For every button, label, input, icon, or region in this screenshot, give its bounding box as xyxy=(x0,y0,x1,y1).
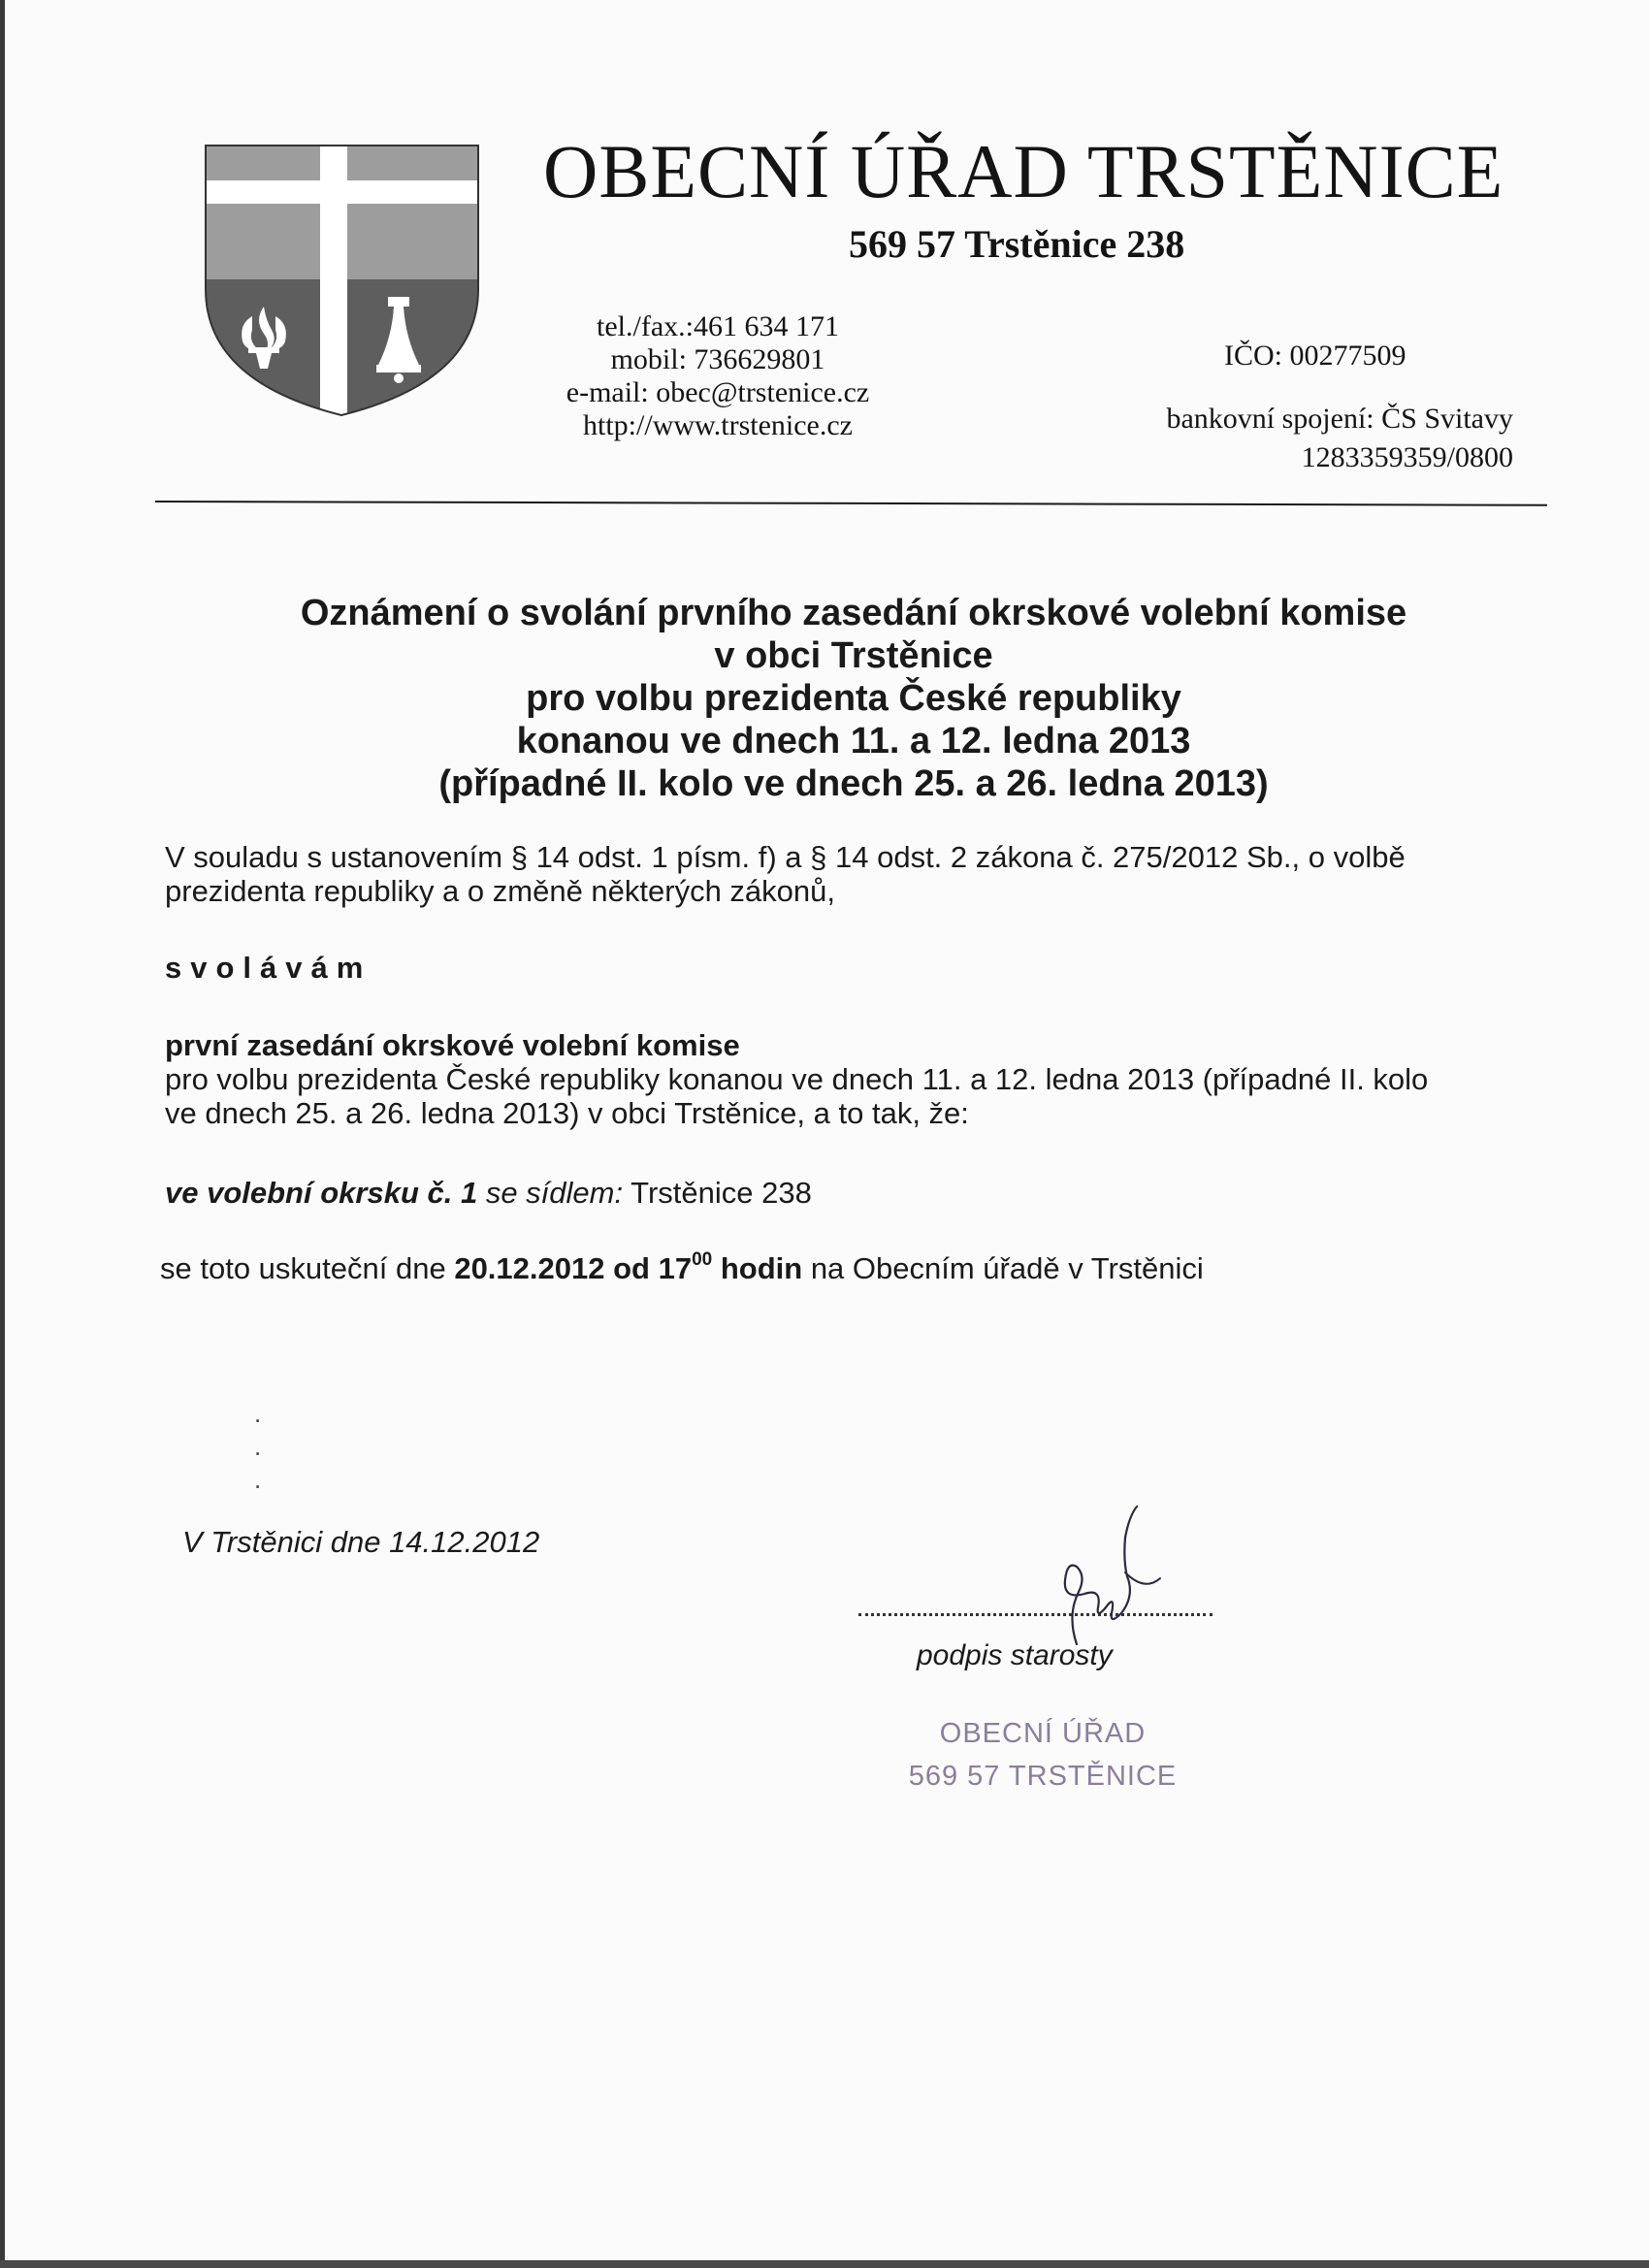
district-paragraph xyxy=(165,1176,812,1210)
intro-line-2: prezidenta republiky a o změně některých zákonů, xyxy=(165,874,836,908)
company-id: IČO: 00277509 xyxy=(1224,340,1406,372)
intro-line-1: V souladu s ustanovením § 14 odst. 1 písm. f) a § 14 odst. 2 zákona č. 275/2012 Sb., o volbě xyxy=(165,840,1406,874)
stamp-line-2: 569 57 TRSTĚNICE xyxy=(908,1761,1178,1792)
session-title: první zasedání okrskové volební komise xyxy=(165,1028,740,1062)
ellipsis-marks: . . . xyxy=(254,1399,262,1494)
heading-line-1: Oznámení o svolání prvního zasedání okrskové volební komise xyxy=(300,593,1407,633)
meeting-time-paragraph xyxy=(160,1251,1204,1285)
when-date: 20.12.2012 od 17 xyxy=(454,1251,693,1285)
when-minutes: 00 xyxy=(692,1249,713,1270)
signature-line xyxy=(858,1613,1212,1616)
heading-line-5: (případné II. kolo ve dnech 25. a 26. ledna 2013) xyxy=(438,763,1269,804)
contact-mobile: mobil: 736629801 xyxy=(610,343,825,375)
when-suffix: na Obecním úřadě v Trstěnici xyxy=(810,1251,1204,1285)
scan-border-bottom xyxy=(0,2260,1649,2268)
session-paragraph xyxy=(165,1028,1428,1130)
place-and-date: V Trstěnici dne 14.12.2012 xyxy=(182,1525,540,1559)
session-line-2: ve dnech 25. a 26. ledna 2013) v obci Trstěnice, a to tak, že: xyxy=(165,1096,969,1130)
office-address: 569 57 Trstěnice 238 xyxy=(849,222,1185,266)
bank-label: bankovní spojení: ČS Svitavy xyxy=(1166,403,1513,435)
scan-border-left xyxy=(0,0,5,2268)
intro-paragraph xyxy=(165,840,1406,908)
seat-label: se sídlem: xyxy=(485,1176,624,1210)
seat-value: Trstěnice 238 xyxy=(630,1176,812,1210)
bank-account: 1283359359/0800 xyxy=(1301,441,1513,473)
when-hours: hodin xyxy=(720,1251,803,1285)
contact-website: http://www.trstenice.cz xyxy=(583,409,853,441)
heading-line-2: v obci Trstěnice xyxy=(714,635,993,676)
coat-of-arms-icon xyxy=(204,144,480,417)
contact-block xyxy=(504,310,931,442)
header-divider xyxy=(155,501,1547,506)
heading-line-3: pro volbu prezidenta České republiky xyxy=(526,678,1181,719)
signature-label: podpis starosty xyxy=(917,1639,1113,1671)
office-title: OBECNÍ ÚŘAD TRSTĚNICE xyxy=(543,129,1504,213)
stamp-line-1: OBECNÍ ÚŘAD xyxy=(939,1718,1147,1749)
district-label: ve volební okrsku č. 1 xyxy=(165,1176,478,1210)
contact-phone: tel./fax.:461 634 171 xyxy=(597,310,839,342)
notice-heading xyxy=(223,592,1484,805)
bank-details xyxy=(1067,400,1513,477)
convene-word: svolávám xyxy=(165,951,372,985)
heading-line-4: konanou ve dnech 11. a 12. ledna 2013 xyxy=(516,721,1191,761)
signature-image xyxy=(1009,1499,1174,1654)
session-line-1: pro volbu prezidenta České republiky konanou ve dnech 11. a 12. ledna 2013 (případné II. kolo xyxy=(165,1062,1429,1096)
office-stamp xyxy=(888,1712,1198,1798)
contact-email: e-mail: obec@trstenice.cz xyxy=(566,376,870,408)
when-prefix: se toto uskuteční dne xyxy=(160,1251,446,1285)
